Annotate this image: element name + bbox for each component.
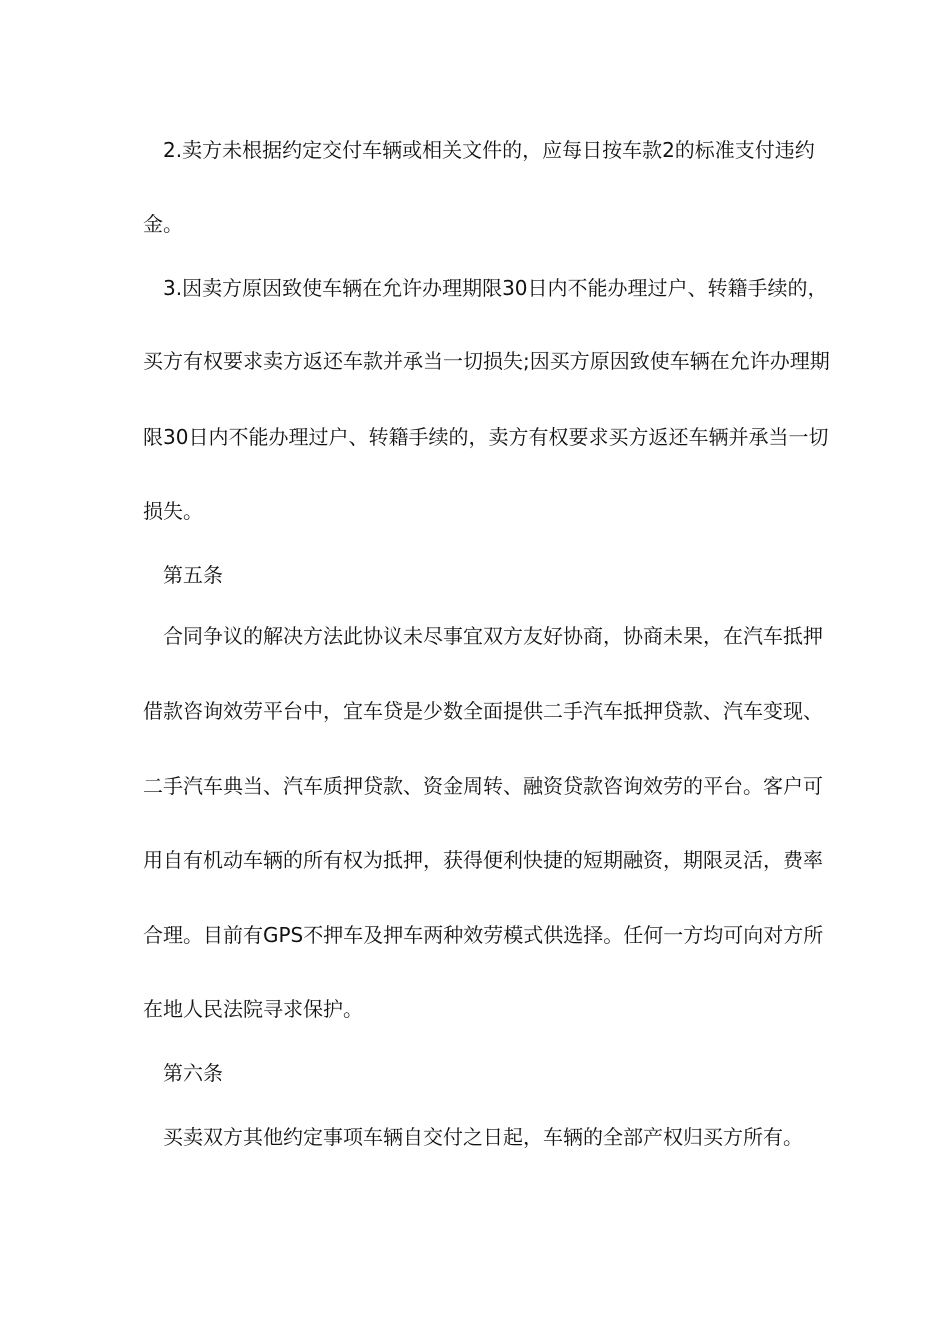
paragraph-line: 借款咨询效劳平台中，宜车贷是少数全面提供二手汽车抵押贷款、汽车变现、 <box>143 699 823 723</box>
paragraph-line: 3.因卖方原因致使车辆在允许办理期限30日内不能办理过户、转籍手续的， <box>163 276 828 300</box>
paragraph-line: 2.卖方未根据约定交付车辆或相关文件的，应每日按车款2的标准支付违约 <box>163 138 815 162</box>
section-heading: 第五条 <box>163 563 223 587</box>
paragraph-line: 合同争议的解决方法此协议未尽事宜双方友好协商，协商未果，在汽车抵押 <box>163 624 823 648</box>
paragraph-line: 损失。 <box>143 499 203 523</box>
paragraph-line: 买卖双方其他约定事项车辆自交付之日起，车辆的全部产权归买方所有。 <box>163 1125 803 1149</box>
paragraph-line: 用自有机动车辆的所有权为抵押，获得便利快捷的短期融资，期限灵活，费率 <box>143 848 823 872</box>
section-heading: 第六条 <box>163 1061 223 1085</box>
paragraph-line: 在地人民法院寻求保护。 <box>143 997 363 1021</box>
paragraph-line: 合理。目前有GPS不押车及押车两种效劳模式供选择。任何一方均可向对方所 <box>143 923 824 947</box>
paragraph-line: 二手汽车典当、汽车质押贷款、资金周转、融资贷款咨询效劳的平台。客户可 <box>143 774 823 798</box>
paragraph-line: 限30日内不能办理过户、转籍手续的，卖方有权要求买方返还车辆并承当一切 <box>143 425 829 449</box>
paragraph-line: 买方有权要求卖方返还车款并承当一切损失;因买方原因致使车辆在允许办理期 <box>143 349 830 373</box>
paragraph-line: 金。 <box>143 212 183 236</box>
